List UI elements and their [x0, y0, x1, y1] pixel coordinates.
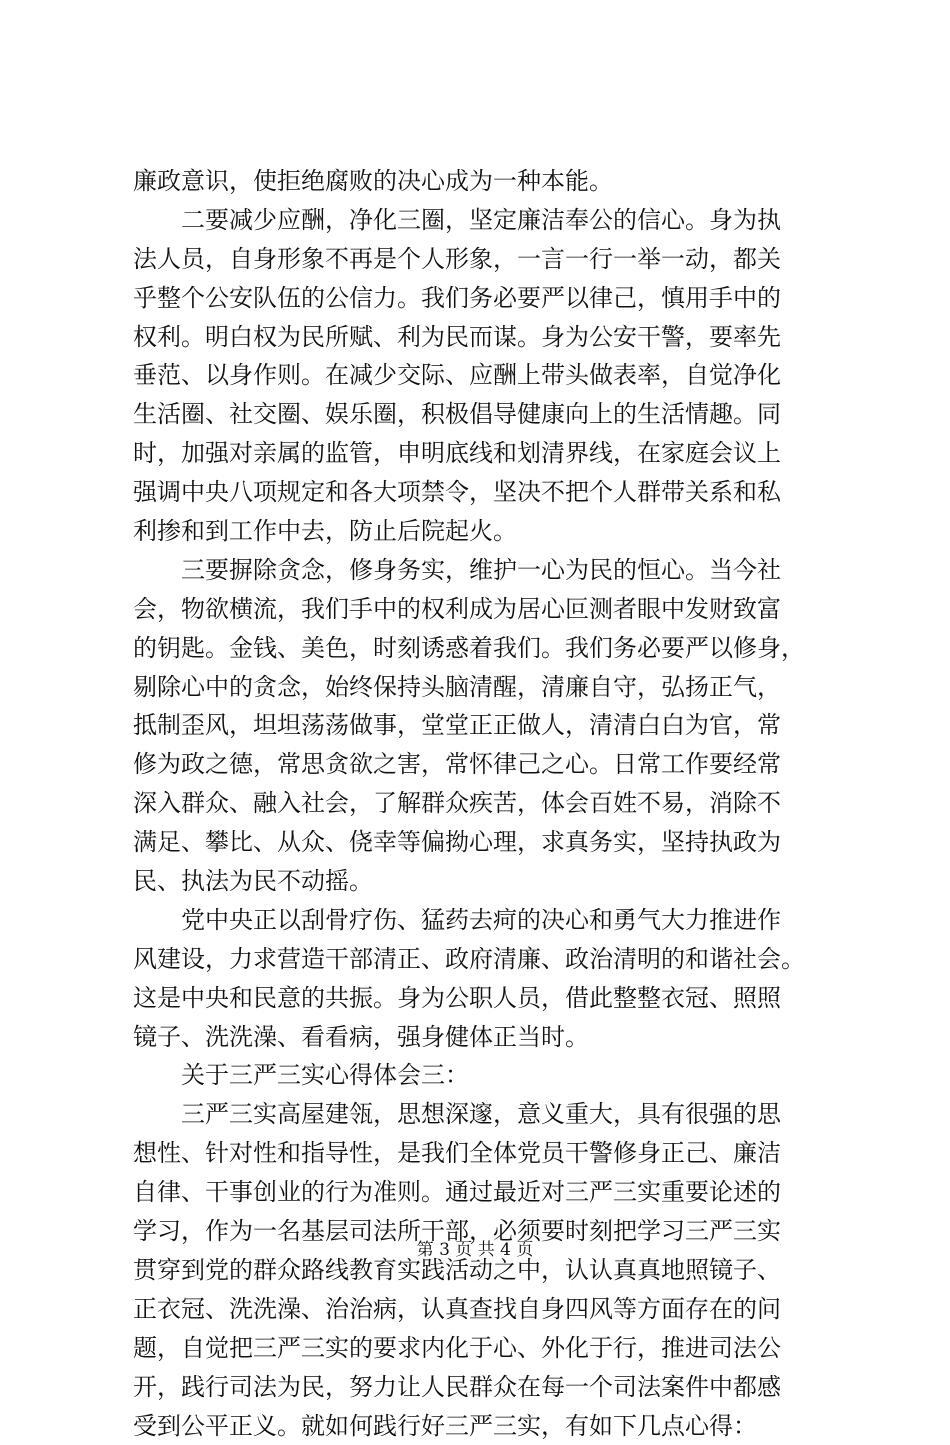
text-line: 时，加强对亲属的监管，申明底线和划清界线，在家庭会议上: [133, 434, 833, 473]
text-line: 想性、针对性和指导性，是我们全体党员干警修身正己、廉洁: [133, 1134, 833, 1173]
text-line: 抵制歪风，坦坦荡荡做事，堂堂正正做人，清清白白为官，常: [133, 706, 833, 745]
text-line: 民、执法为民不动摇。: [133, 862, 833, 901]
text-line: 风建设，力求营造干部清正、政府清廉、政治清明的和谐社会。: [133, 940, 833, 979]
text-line: 自律、干事创业的行为准则。通过最近对三严三实重要论述的: [133, 1173, 833, 1212]
section-heading-line: 关于三严三实心得体会三：: [133, 1056, 833, 1095]
text-line: 生活圈、社交圈、娱乐圈，积极倡导健康向上的生活情趣。同: [133, 395, 833, 434]
paragraph-start-line: 三严三实高屋建瓴，思想深邃，意义重大，具有很强的思: [133, 1095, 833, 1134]
text-line: 正衣冠、洗洗澡、治治病，认真查找自身四风等方面存在的问: [133, 1290, 833, 1329]
text-line: 会，物欲横流，我们手中的权利成为居心叵测者眼中发财致富: [133, 590, 833, 629]
text-line: 垂范、以身作则。在减少交际、应酬上带头做表率，自觉净化: [133, 356, 833, 395]
text-line: 开，践行司法为民，努力让人民群众在每一个司法案件中都感: [133, 1368, 833, 1407]
text-line: 权利。明白权为民所赋、利为民而谋。身为公安干警，要率先: [133, 318, 833, 357]
text-line: 这是中央和民意的共振。身为公职人员，借此整整衣冠、照照: [133, 979, 833, 1018]
paragraph-start-line: 党中央正以刮骨疗伤、猛药去疴的决心和勇气大力推进作: [133, 901, 833, 940]
text-line: 题，自觉把三严三实的要求内化于心、外化于行，推进司法公: [133, 1329, 833, 1368]
paragraph-start-line: 三要摒除贪念，修身务实，维护一心为民的恒心。当今社: [133, 551, 833, 590]
text-line: 乎整个公安队伍的公信力。我们务必要严以律己，慎用手中的: [133, 279, 833, 318]
text-line: 受到公平正义。就如何践行好三严三实，有如下几点心得：: [133, 1407, 833, 1445]
text-line: 利掺和到工作中去，防止后院起火。: [133, 512, 833, 551]
page-number-footer: 第 3 页 共 4 页: [0, 1238, 950, 1262]
text-line: 修为政之德，常思贪欲之害，常怀律己之心。日常工作要经常: [133, 745, 833, 784]
text-line: 强调中央八项规定和各大项禁令，坚决不把个人群带关系和私: [133, 473, 833, 512]
text-line: 廉政意识，使拒绝腐败的决心成为一种本能。: [133, 162, 833, 201]
text-line: 贯穿到党的群众路线教育实践活动之中，认认真真地照镜子、: [133, 1251, 833, 1290]
text-line: 镜子、洗洗澡、看看病，强身健体正当时。: [133, 1018, 833, 1057]
text-line: 的钥匙。金钱、美色，时刻诱惑着我们。我们务必要严以修身，: [133, 629, 833, 668]
paragraph-start-line: 二要减少应酬，净化三圈，坚定廉洁奉公的信心。身为执: [133, 201, 833, 240]
text-line: 满足、攀比、从众、侥幸等偏拗心理，求真务实，坚持执政为: [133, 823, 833, 862]
text-line: 学习，作为一名基层司法所干部，必须要时刻把学习三严三实: [133, 1212, 833, 1251]
text-line: 法人员，自身形象不再是个人形象，一言一行一举一动，都关: [133, 240, 833, 279]
text-line: 深入群众、融入社会，了解群众疾苦，体会百姓不易，消除不: [133, 784, 833, 823]
text-line: 剔除心中的贪念，始终保持头脑清醒，清廉自守，弘扬正气，: [133, 668, 833, 707]
